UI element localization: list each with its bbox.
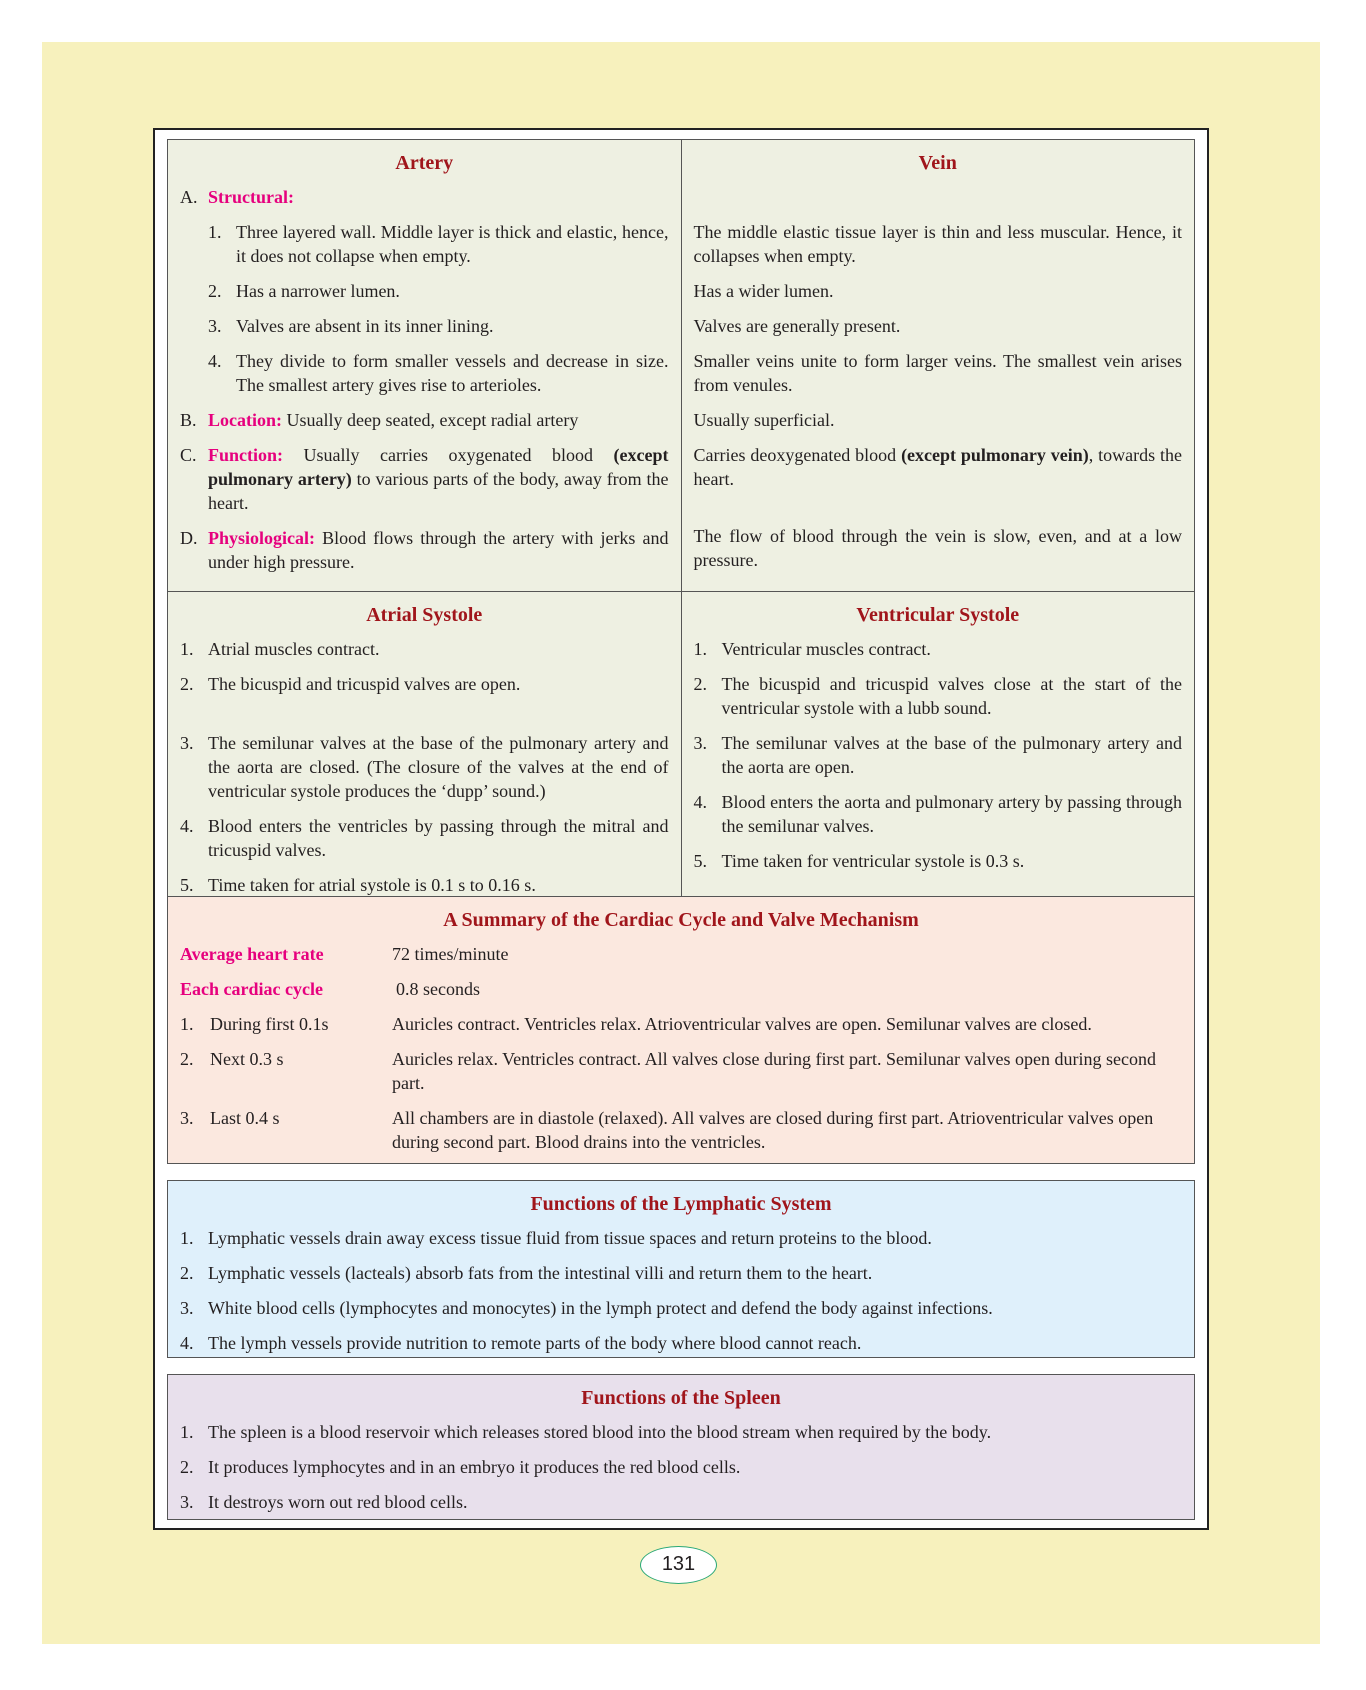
item-text: They divide to form smaller vessels and decrease in size. The smallest artery gives rise to arterioles. [236, 351, 669, 395]
physiological-vein: The flow of blood through the vein is slow, even, and at a low pressure. [693, 526, 1182, 570]
cycle-value: 0.8 seconds [396, 979, 480, 999]
artery-column [168, 140, 681, 591]
phase-label: Next 0.3 s [210, 1049, 284, 1069]
list-item [180, 1455, 1182, 1479]
item-number: 3. [693, 733, 707, 753]
atrial-column [168, 592, 681, 914]
item-number: 3. [180, 1298, 194, 1318]
item-number: 4. [208, 351, 222, 371]
location-vein: Usually superficial. [693, 410, 835, 430]
item-text: Time taken for atrial systole is 0.1 s to 0.16 s. [208, 875, 536, 895]
page-background [42, 42, 1320, 1644]
list-item [208, 349, 669, 397]
item-text: Lymphatic vessels drain away excess tissue fluid from tissue spaces and return proteins to the blood. [208, 1228, 932, 1248]
item-number: 2. [180, 674, 194, 694]
label-b: B. [180, 410, 197, 430]
location-artery: Usually deep seated, except radial artery [286, 410, 579, 430]
item-text: The semilunar valves at the base of the pulmonary artery and the aorta are open. [721, 733, 1182, 777]
label-c: C. [180, 445, 197, 465]
phase-label: Last 0.4 s [210, 1108, 280, 1128]
list-item [180, 1261, 1182, 1285]
item-number: 1. [693, 639, 707, 659]
item-text: White blood cells (lymphocytes and monocytes) in the lymph protect and defend the body against infections. [208, 1298, 993, 1318]
item-number: 1. [180, 1422, 194, 1442]
item-text: Lymphatic vessels (lacteals) absorb fats from the intestinal villi and return them to the heart. [208, 1263, 873, 1283]
list-item [694, 731, 1183, 779]
list-item [180, 1490, 1182, 1514]
item-text: The spleen is a blood reservoir which releases stored blood into the blood stream when required by the body. [208, 1422, 992, 1442]
list-item: The middle elastic tissue layer is thin and less muscular. Hence, it collapses when empty. [693, 222, 1182, 266]
atrial-heading: Atrial Systole [366, 604, 483, 626]
item-number: 2. [180, 1457, 194, 1477]
item-number: 2. [208, 281, 222, 301]
label-d: D. [180, 528, 198, 548]
item-number: 3. [180, 1492, 194, 1512]
list-item [208, 279, 669, 303]
heart-rate-label: Average heart rate [180, 944, 324, 964]
item-text: Ventricular muscles contract. [721, 639, 931, 659]
structural-vein-list [694, 220, 1183, 397]
content-frame [153, 128, 1209, 1530]
phase-row [180, 1106, 1182, 1154]
item-text: Atrial muscles contract. [208, 639, 380, 659]
vein-heading: Vein [918, 152, 957, 174]
phase-description: Auricles contract. Ventricles relax. Atrioventricular valves are open. Semilunar valves are closed. [392, 1014, 1092, 1034]
atrial-list [180, 637, 669, 897]
phase-label: During first 0.1s [210, 1014, 329, 1034]
list-item [208, 220, 669, 268]
function-artery-cont: to various parts of the body, away from the heart. [208, 469, 669, 513]
list-item [180, 1226, 1182, 1250]
structural-artery-list [180, 220, 669, 397]
phase-description: All chambers are in diastole (relaxed). All valves are closed during first part. Atrioventricular valves open during second part. Blood drains into the ventricles. [392, 1108, 1154, 1152]
item-number: 3. [180, 1108, 194, 1128]
item-number: 5. [180, 875, 194, 895]
summary-heading: A Summary of the Cardiac Cycle and Valve Mechanism [443, 909, 919, 931]
list-item [208, 314, 669, 338]
phase-list [180, 1012, 1182, 1154]
ventricular-list [694, 637, 1183, 873]
ventricular-heading: Ventricular Systole [856, 604, 1020, 626]
systole-section [168, 591, 1194, 914]
artery-vein-section [168, 140, 1194, 591]
item-text: Has a narrower lumen. [236, 281, 400, 301]
heart-rate-value: 72 times/minute [392, 944, 509, 964]
list-item [180, 1331, 1182, 1355]
artery-heading: Artery [395, 152, 454, 174]
lymphatic-box [167, 1180, 1195, 1358]
item-text: Three layered wall. Middle layer is thick and elastic, hence, it does not collapse when empty. [236, 222, 669, 266]
item-text: Time taken for ventricular systole is 0.3 s. [721, 851, 1025, 871]
lymphatic-list [180, 1226, 1182, 1355]
list-item [180, 1420, 1182, 1444]
lymphatic-heading: Functions of the Lymphatic System [530, 1193, 832, 1215]
phase-row [180, 1047, 1182, 1095]
list-item: Valves are generally present. [693, 316, 901, 336]
list-item [180, 873, 669, 897]
function-vein-exception: (except pulmonary vein) [901, 445, 1089, 465]
vein-column [681, 140, 1195, 591]
item-number: 1. [180, 639, 194, 659]
item-text: It destroys worn out red blood cells. [208, 1492, 468, 1512]
item-number: 4. [693, 792, 707, 812]
structural-label: Structural: [208, 187, 294, 207]
function-vein: Carries deoxygenated blood [693, 445, 897, 465]
list-item: Has a wider lumen. [693, 281, 834, 301]
phase-description: Auricles relax. Ventricles contract. All valves close during first part. Semilunar valves open during second part. [392, 1049, 1156, 1093]
item-number: 3. [180, 733, 194, 753]
list-item [180, 814, 669, 862]
item-number: 1. [180, 1014, 194, 1034]
physiological-artery: Blood flows through the artery with jerks and under high pressure. [208, 528, 669, 572]
item-number: 1. [180, 1228, 194, 1248]
list-item [694, 790, 1183, 838]
item-text: Valves are absent in its inner lining. [236, 316, 494, 336]
list-item [694, 672, 1183, 720]
list-item [180, 731, 669, 803]
list-item [694, 849, 1183, 873]
item-number: 1. [208, 222, 222, 242]
item-number: 2. [180, 1049, 194, 1069]
item-number: 2. [180, 1263, 194, 1283]
spleen-list [180, 1420, 1182, 1514]
function-artery-exception: (except pulmonary artery) [208, 445, 669, 489]
ventricular-column [681, 592, 1195, 914]
item-text: It produces lymphocytes and in an embryo it produces the red blood cells. [208, 1457, 741, 1477]
item-text: The bicuspid and tricuspid valves close at the start of the ventricular systole with a lubb sound. [721, 674, 1182, 718]
list-item [180, 672, 669, 720]
item-number: 2. [693, 674, 707, 694]
list-item: Smaller veins unite to form larger veins. The smallest vein arises from venules. [693, 351, 1182, 395]
item-text: Blood enters the ventricles by passing through the mitral and tricuspid valves. [208, 816, 669, 860]
item-text: The semilunar valves at the base of the pulmonary artery and the aorta are closed. (The closure of the valves at the end of ventricular systole produces the ‘dupp’ sound.) [208, 733, 669, 801]
location-label: Location: [208, 410, 282, 430]
physiological-label: Physiological: [208, 528, 315, 548]
list-item [180, 637, 669, 661]
item-number: 3. [208, 316, 222, 336]
item-text: The lymph vessels provide nutrition to remote parts of the body where blood cannot reach. [208, 1333, 862, 1353]
spleen-heading: Functions of the Spleen [581, 1387, 781, 1409]
list-item [694, 637, 1183, 661]
phase-row [180, 1012, 1182, 1036]
spleen-box [167, 1374, 1195, 1520]
function-vein-cont: , towards the heart. [693, 445, 1183, 489]
function-label: Function: [208, 445, 284, 465]
label-a: A. [180, 187, 198, 207]
cycle-label: Each cardiac cycle [180, 979, 323, 999]
function-artery: Usually carries oxygenated blood [303, 445, 594, 465]
item-number: 5. [693, 851, 707, 871]
item-text: The bicuspid and tricuspid valves are open. [208, 674, 521, 694]
item-number: 4. [180, 816, 194, 836]
comparison-table [167, 139, 1195, 915]
cardiac-cycle-summary [167, 896, 1195, 1164]
list-item [180, 1296, 1182, 1320]
item-number: 4. [180, 1333, 194, 1353]
page-number: 131 [640, 1546, 717, 1584]
item-text: Blood enters the aorta and pulmonary artery by passing through the semilunar valves. [721, 792, 1182, 836]
